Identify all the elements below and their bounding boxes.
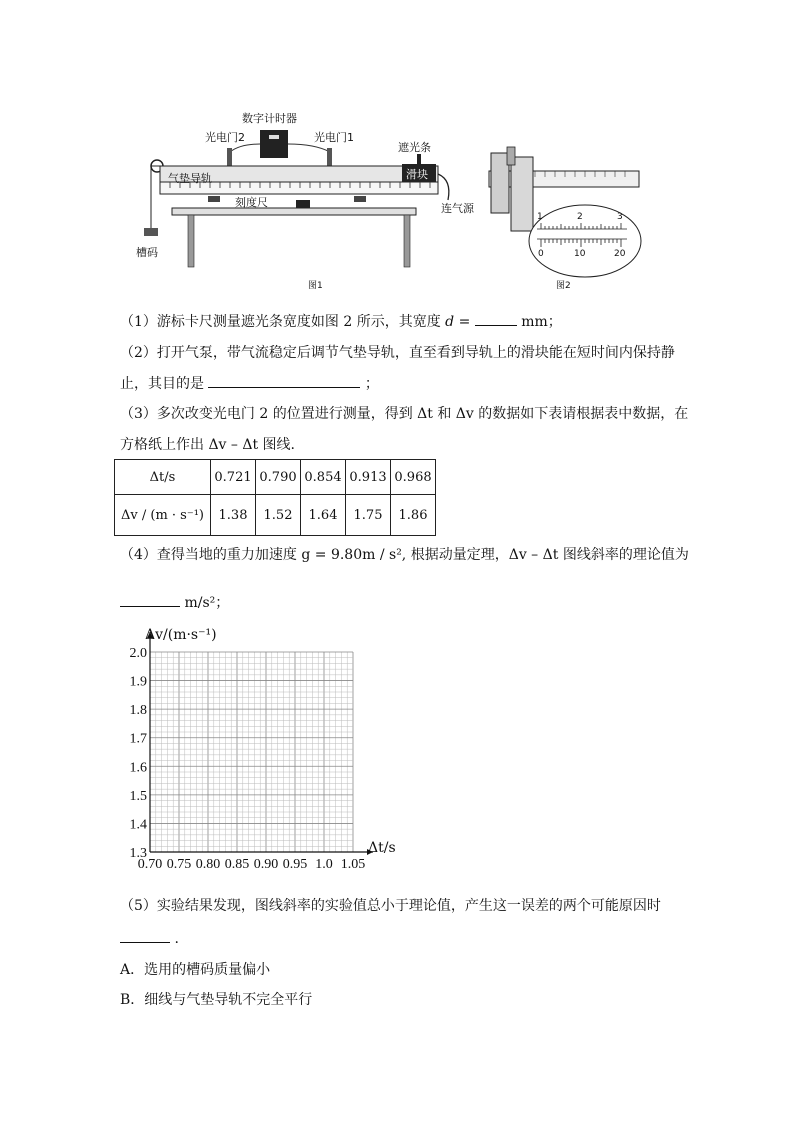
y-tick-label: 1.3 — [129, 846, 147, 861]
label-timer: 数字计时器 — [242, 112, 297, 125]
y-tick-label: 1.7 — [129, 731, 147, 747]
label-gate-2: 光电门2 — [205, 131, 245, 144]
q5-answer-blank[interactable] — [120, 928, 170, 943]
table-cell: 1.75 — [346, 495, 391, 536]
option-a[interactable]: A．选用的槽码质量偏小 — [120, 962, 271, 978]
y-tick-label: 1.4 — [129, 817, 147, 833]
vernier-scale-10: 10 — [574, 249, 586, 259]
main-scale-3: 3 — [617, 212, 623, 222]
q4-answer-blank[interactable] — [120, 592, 180, 607]
figure-2-caption: 图2 — [556, 281, 571, 291]
label-track: 气垫导轨 — [168, 172, 212, 185]
x-tick-label: 0.80 — [195, 857, 221, 870]
data-table — [114, 459, 436, 536]
q4-unit: m/s²； — [184, 595, 230, 611]
label-slider: 滑块 — [406, 168, 428, 181]
q1-variable: d = — [445, 314, 471, 330]
q1-unit: mm； — [521, 314, 562, 330]
question-2-line-1: （2）打开气泵，带气流稳定后调节气垫导轨，直至看到导轨上的滑块能在短时间内保持静 — [120, 345, 675, 361]
table-cell: 1.38 — [211, 495, 256, 536]
label-gate-1: 光电门1 — [314, 131, 354, 144]
question-3-line-1: （3）多次改变光电门 2 的位置进行测量，得到 Δt 和 Δv 的数据如下表请根据表中数据，在 — [120, 406, 689, 422]
main-scale-1: 1 — [537, 212, 543, 222]
vernier-scale-0: 0 — [538, 249, 544, 259]
q2-end: ； — [364, 376, 379, 392]
q1-answer-blank[interactable] — [475, 311, 517, 326]
table-cell: 0.913 — [346, 460, 391, 495]
x-tick-label: 1.0 — [315, 857, 333, 870]
table — [172, 208, 416, 215]
question-4-line-1: （4）查得当地的重力加速度 g = 9.80m / s², 根据动量定理，Δv – Δt 图线斜率的理论值为 — [120, 547, 689, 563]
x-tick-label: 0.70 — [137, 857, 163, 870]
table-cell: 0.721 — [211, 460, 256, 495]
question-4-line-2 — [120, 592, 229, 613]
table-cell: 0.968 — [391, 460, 436, 495]
table-header-dt: Δt/s — [115, 460, 211, 495]
y-tick-label: 1.5 — [129, 788, 147, 804]
figure-1-apparatus — [130, 108, 455, 293]
x-tick-label: 0.75 — [166, 857, 192, 870]
q2-text: 止，其目的是 — [120, 376, 204, 392]
graph-paper-chart[interactable] — [110, 625, 430, 870]
table-row — [115, 460, 436, 495]
x-tick-label: 1.05 — [340, 857, 366, 870]
question-2-line-2 — [120, 373, 379, 394]
table-cell: 0.790 — [256, 460, 301, 495]
main-scale-2: 2 — [577, 212, 583, 222]
table-cell: 1.52 — [256, 495, 301, 536]
q2-answer-blank[interactable] — [208, 373, 360, 388]
digital-timer — [260, 130, 288, 158]
y-tick-label: 2.0 — [129, 646, 147, 661]
question-1 — [120, 311, 562, 332]
table-cell: 1.64 — [301, 495, 346, 536]
label-shade: 遮光条 — [398, 141, 431, 154]
question-5-line-1: （5）实验结果发现，图线斜率的实验值总小于理论值，产生这一误差的两个可能原因时 — [120, 898, 661, 914]
question-5-line-2 — [120, 928, 179, 949]
y-tick-label: 1.9 — [129, 674, 147, 690]
air-hose — [438, 174, 449, 200]
table-row — [115, 495, 436, 536]
table-cell: 1.86 — [391, 495, 436, 536]
table-cell: 0.854 — [301, 460, 346, 495]
label-ruler: 刻度尺 — [235, 196, 268, 209]
x-tick-label: 0.90 — [253, 857, 279, 870]
x-axis-label: Δt/s — [368, 840, 396, 856]
option-b[interactable]: B．细线与气垫导轨不完全平行 — [120, 992, 313, 1008]
y-axis-label: Δv/(m·s⁻¹) — [145, 627, 217, 643]
table-header-dv: Δv / (m · s⁻¹) — [115, 495, 211, 536]
y-tick-label: 1.8 — [129, 703, 147, 719]
label-air: 连气源 — [441, 202, 474, 215]
label-weight: 槽码 — [136, 246, 158, 259]
x-tick-label: 0.85 — [224, 857, 250, 870]
y-tick-label: 1.6 — [129, 760, 147, 776]
shade-strip — [417, 154, 421, 164]
hanging-weight — [144, 228, 158, 236]
photogate-1 — [327, 148, 332, 166]
x-tick-label: 0.95 — [282, 857, 308, 870]
question-3-line-2: 方格纸上作出 Δv – Δt 图线. — [120, 437, 296, 453]
figure-1-caption: 图1 — [308, 281, 323, 291]
q5-end: . — [174, 931, 179, 947]
q1-text: （1）游标卡尺测量遮光条宽度如图 2 所示，其宽度 — [120, 314, 441, 330]
vernier-scale-20: 20 — [614, 249, 626, 259]
photogate-2 — [227, 148, 232, 166]
